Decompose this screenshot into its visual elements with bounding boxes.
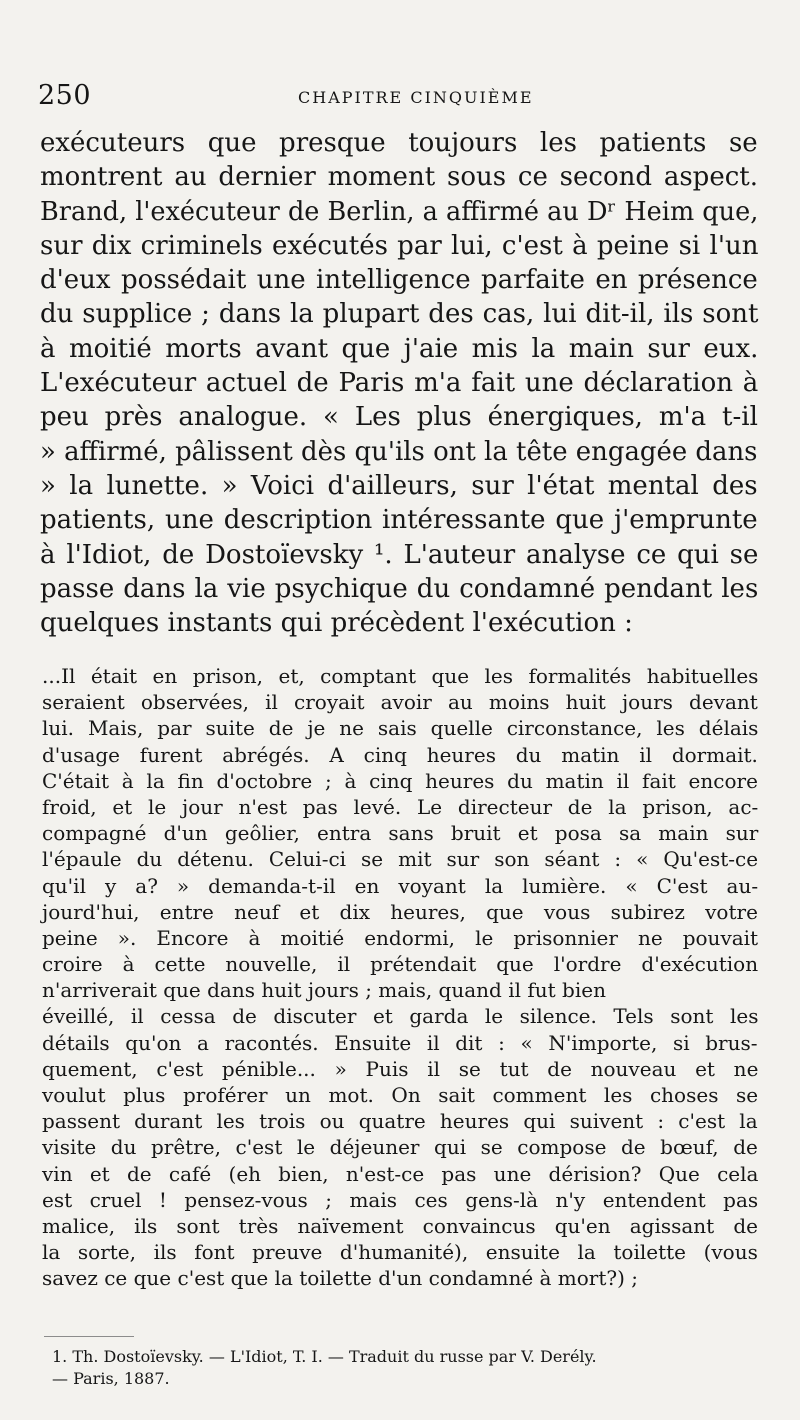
quote-line: voulut plus proférer un mot. On sait comment les choses se (42, 1083, 759, 1107)
body-line: peu près analogue. « Les plus énergiques, m'a t-il (40, 402, 758, 433)
quote-line: l'épaule du détenu. Celui-ci se mit sur son séant : « Qu'est-ce (42, 847, 759, 872)
quote-line: quement, c'est pénible... » Puis il se tut de nouveau et ne (42, 1056, 759, 1081)
quote-line: froid, et le jour n'est pas levé. Le directeur de la prison, ac- (42, 794, 759, 819)
quote-line: jourd'hui, entre neuf et dix heures, que vous subirez votre (42, 899, 758, 924)
page-number: 250 (38, 80, 92, 111)
body-line: montrent au dernier moment sous ce second aspect. (40, 162, 758, 193)
quote-line: éveillé, il cessa de discuter et garda le silence. Tels sont les (42, 1004, 759, 1029)
body-line: d'eux possédait une intelligence parfaite en présence (40, 265, 758, 296)
body-paragraph (40, 126, 758, 640)
body-line: exécuteurs que presque toujours les patients se (40, 128, 758, 158)
footnotes (52, 1346, 758, 1390)
running-head: CHAPITRE CINQUIÈME (298, 88, 534, 107)
quote-line: peine ». Encore à moitié endormi, le prisonnier ne pouvait (42, 925, 759, 950)
body-line: » affirmé, pâlissent dès qu'ils ont la tête engagée dans (40, 436, 758, 467)
body-line: patients, une description intéressante que j'emprunte (40, 505, 758, 536)
page-header (38, 80, 760, 110)
body-line: quelques instants qui précèdent l'exécution : (40, 608, 633, 639)
body-line: à moitié morts avant que j'aie mis la main sur eux. (40, 333, 759, 364)
quoted-passage (42, 663, 758, 1292)
body-line: Brand, l'exécuteur de Berlin, a affirmé au Dʳ Heim que, (40, 196, 759, 227)
body-line: L'exécuteur actuel de Paris m'a fait une déclaration à (40, 368, 759, 399)
quote-line: la sorte, ils font preuve d'humanité), ensuite la toilette (vous (42, 1240, 758, 1265)
quote-line: malice, ils sont très naïvement convaincus qu'en agissant de (42, 1213, 758, 1238)
quote-line: détails qu'on a racontés. Ensuite il dit : « N'importe, si brus- (42, 1030, 758, 1055)
body-line: du supplice ; dans la plupart des cas, lui dit-il, ils sont (40, 299, 759, 330)
quote-line: croire à cette nouvelle, il prétendait que l'ordre d'exécution (42, 952, 759, 977)
footnote-line: — Paris, 1887. (52, 1369, 170, 1388)
quote-line: visite du prêtre, c'est le déjeuner qui se compose de bœuf, de (42, 1135, 758, 1160)
quote-line: ...Il était en prison, et, comptant que les formalités habituelles (42, 664, 759, 688)
quote-line: seraient observées, il croyait avoir au moins huit jours devant (42, 690, 758, 715)
body-line: sur dix criminels exécutés par lui, c'est à peine si l'un (40, 230, 759, 261)
quote-line: savez ce que c'est que la toilette d'un condamné à mort?) ; (42, 1266, 639, 1291)
quote-line: qu'il y a? » demanda-t-il en voyant la lumière. « C'est au- (42, 873, 759, 898)
quote-line: d'usage furent abrégés. A cinq heures du matin il dormait. (42, 742, 758, 767)
quote-line: compagné d'un geôlier, entra sans bruit et posa sa main sur (42, 821, 759, 846)
quote-line: C'était à la fin d'octobre ; à cinq heures du matin il fait encore (42, 768, 758, 793)
quote-line: est cruel ! pensez-vous ; mais ces gens-là n'y entendent pas (42, 1187, 759, 1212)
quote-line: lui. Mais, par suite de je ne sais quelle circonstance, les délais (42, 716, 759, 741)
footnote-line: 1. Th. Dostoïevsky. — L'Idiot, T. I. — Traduit du russe par V. Derély. (52, 1347, 597, 1366)
body-line: à l'Idiot, de Dostoïevsky ¹. L'auteur analyse ce qui se (40, 539, 759, 570)
body-line: » la lunette. » Voici d'ailleurs, sur l'état mental des (40, 470, 758, 501)
footnote-divider (44, 1336, 134, 1337)
body-line: passe dans la vie psychique du condamné pendant les (40, 573, 759, 604)
quote-line: passent durant les trois ou quatre heures qui suivent : c'est la (42, 1109, 758, 1134)
quote-line: vin et de café (eh bien, n'est-ce pas une dérision? Que cela (42, 1161, 759, 1186)
quote-line: n'arriverait que dans huit jours ; mais, quand il fut bien (42, 978, 606, 1003)
